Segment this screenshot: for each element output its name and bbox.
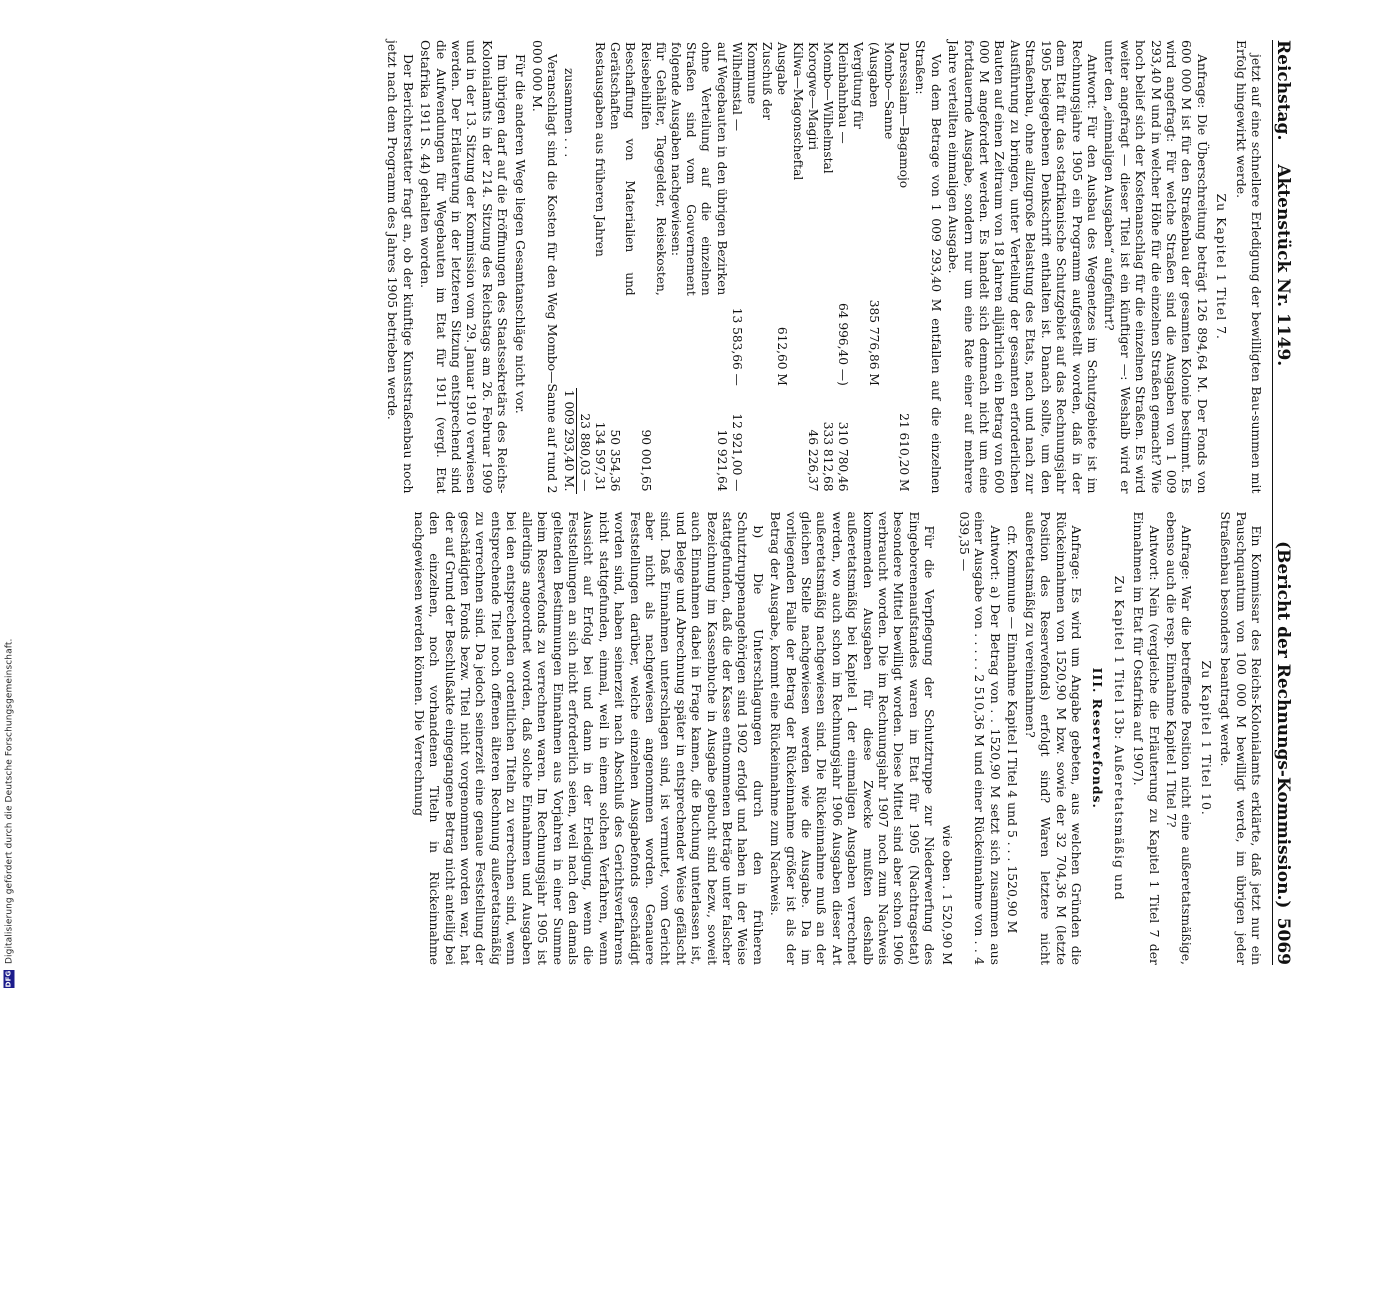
- expense-amount: [774, 388, 789, 494]
- expense-row: [896, 40, 911, 494]
- paragraph: Anfrage: Die Überschreitung beträgt 126 894,64 M. Der Fonds von 600 000 M ist für den Straßenbau der gesamten Kolonie bestimmt. Es wird angefragt: Für welche Straßen sind die Ausgaben von 1 009 293,40 M und in welcher Höhe für die einzelnen Straßen gemacht? Wie hoch belief sich der Kostenanschlag für die einzelnen Straßen. Es wird weiter angefragt — dieser Titel ist ein künftiger —: Weshalb wird er unter den „einmaligen Ausgaben“ aufgeführt?: [1102, 40, 1210, 494]
- section-heading: III. Reservefonds.: [1090, 667, 1106, 809]
- expense-amount: [668, 388, 714, 494]
- expense-label: Vergütung für: [851, 42, 866, 129]
- expense-label: (Ausgaben: [866, 42, 881, 108]
- expense-row: [805, 40, 820, 494]
- paragraph: b) Die Unterschlagungen durch den früheren Schutztruppenangehörigen sind 1902 erfolgt und haben in der Weise stattgefunden, daß die der Kasse entnommenen Beträge unter falscher Bezeichnung im Kassenbuche in Ausgabe gebucht sind bezw., soweit auch Einnahmen dabei in Frage kamen, die Buchung unterlassen ist, und Belege und Abrechnung später in entsprechender Weise gefälscht sind. Daß Einnahmen unterschlagen sind, ist vermutet, vom Gericht aber nicht als nachgewiesen angenommen worden. Genauere Feststellungen darüber, welche einzelnen Ausgabefonds geschädigt worden sind, haben seinerzeit nach Abschluß des Gerichtsverfahrens nicht stattgefunden, einmal, weil in einem solchen Verfahren, wenn Aussicht auf Erfolg bei und dann in der Erledigung, wenn die Feststellungen an sich nicht erforderlich seien, weil nach den damals geltenden Bestimmungen Einnahmen aus Vorjahren in einer Summe beim Reservefonds zu verrechnen waren. Im Rechnungsjahr 1905 ist allerdings angeordnet worden, daß solche Einnahmen und Ausgaben bei den entsprechenden ordentlichen Titeln zu verrechnen sind, wenn entsprechende Titel noch offenen älteren Rechnung außeretatsmäßig zu verrechnen sind. Da jedoch seinerzeit eine genaue Feststellung der geschädigten Fonds bezw. Titel nicht vorgenommen worden war, hat der auf Grund der Beschlußakte eingegangene Betrag nicht anteilig bei den einzelnen, noch vorhandenen Titeln in Rückeinnahme nachgewiesen werden können. Die Verrechnung: [411, 511, 766, 965]
- section-heading: Zu Kapitel 1 Titel 13b: Außeretatsmäßig und: [1111, 575, 1127, 901]
- expense-amount: 333 812,68: [821, 421, 836, 492]
- expense-subamount: [637, 298, 667, 388]
- paragraph: Im übrigen darf auf die Eröffnungen des Staatssekretärs des Reichs-Kolonialamts in der 214. Sitzung des Reichstags am 26. Februar 1909 und in der 13. Sitzung der Kommission vom 29. Januar 1910 verwiesen werden. Der Erläuterung in der letzteren Sitzung entsprechend sind die Aufwendungen für Wegebauten im Etat für 1911 (vergl. Etat Ostafrika 1911 S. 44) gehalten worden.: [418, 40, 511, 494]
- expense-amount: 10 921,64: [714, 429, 729, 492]
- expense-subamount: [576, 298, 592, 388]
- expense-subamount: [592, 298, 607, 388]
- expense-label: [576, 40, 592, 298]
- header-document-number: Aktenstück Nr. 1149.: [1273, 164, 1293, 367]
- expense-row: [744, 40, 759, 494]
- expense-label: Daressalam—Bagamojo: [897, 42, 912, 189]
- expense-subamount: [789, 298, 804, 388]
- expense-row: [637, 40, 667, 494]
- expense-amount: 21 610,20 M: [897, 413, 912, 492]
- paragraph: Ein Kommissar des Reichs-Kolonialamts erklärte, daß jetzt nur ein Pauschquantum von 100 000 M bewilligt werde, im übrigen jeder Straßenbau besonders beantragt werde.: [1218, 511, 1264, 965]
- expense-amount: [744, 388, 759, 494]
- expense-subamount: 13 583,66 —: [729, 307, 744, 386]
- expense-subamount: 64 996,40 —): [836, 303, 851, 386]
- paragraph: Veranschlagt sind die Kosten für den Weg Mombo—Sanne auf rund 2 000 000 M.: [529, 40, 561, 494]
- expense-amount: 50 354,36: [608, 429, 623, 492]
- expense-amount: 46 226,37: [805, 429, 820, 492]
- expense-row: [576, 40, 592, 494]
- expense-amount: 310 780,46: [836, 421, 851, 492]
- paragraph: Von dem Betrage von 1 009 293,40 M entfallen auf die einzelnen Straßen:: [913, 40, 944, 494]
- expense-label: Zuschuß der: [760, 42, 775, 120]
- expense-row: [835, 40, 850, 494]
- paragraph: Anfrage: War die betreffende Position nicht eine außeretatsmäßige, ebenso auch die resp. Einnahme Kapitel 1 Titel 7?: [1163, 511, 1195, 965]
- expense-subamount: [850, 298, 865, 388]
- expense-subamount: [668, 298, 714, 388]
- page-header: [1272, 40, 1315, 965]
- paragraph: Für die anderen Wege liegen Gesamtanschläge nicht vor.: [512, 54, 528, 414]
- expense-subamount: [607, 298, 637, 388]
- rotated-page-content: [60, 20, 1330, 980]
- paragraph: jetzt auf eine schnellere Erledigung der bewilligten Bau-summen mit Erfolg hingewirkt werde.: [1233, 40, 1264, 494]
- expense-amount: 12 921,00 —: [729, 413, 744, 492]
- expense-label: Kilwa—Magonscheftal: [790, 42, 805, 181]
- expense-label: Kommune: [745, 42, 760, 105]
- dfg-logo: DFG: [4, 970, 13, 987]
- paragraph: Anfrage: Es wird um Angabe gebeten, aus welchen Gründen die Rückeinnahmen von 1520,90 M bzw. sowie der 32 704,36 M (letzte Position des Reservefonds) erfolgt sind? Waren letztere nicht außeretatsmäßig zu vereinnahmen?: [1022, 511, 1084, 965]
- paragraph: Antwort: a) Der Betrag von . . 1520,90 M setzt sich zusammen aus einer Ausgabe von . . . . . 2 510,36 M und einer Rückeinnahme von . . 4 039,35 —: [957, 511, 1003, 965]
- expense-subamount: [820, 298, 835, 388]
- expense-subamount: 612,60 M: [775, 326, 790, 386]
- column-left: [94, 40, 1264, 494]
- total-label: zusammen . . .: [561, 68, 576, 158]
- expense-label: Kleinbahnbau —: [836, 42, 851, 144]
- expense-label: ohne Verteilung auf die einzelnen Straßen sind vom Gouvernement folgende Ausgaben nachgewiesen:: [669, 42, 714, 296]
- expense-amount: [789, 388, 804, 494]
- expense-label: Mombo—Sanne: [881, 42, 896, 140]
- section-heading: Zu Kapitel 1 Titel 10.: [1198, 660, 1214, 816]
- wie-oben-line: wie oben . 1 520,90 M: [939, 824, 955, 965]
- total-amount: 1 009 293,40 M.: [561, 389, 576, 492]
- expense-amount: 90 001,65: [638, 429, 653, 492]
- expense-subamount: [881, 298, 896, 388]
- expense-row: [789, 40, 804, 494]
- expense-amount: 134 597,31: [593, 421, 607, 492]
- expense-row: [592, 40, 607, 494]
- expense-row: [865, 40, 880, 494]
- expense-label: auf Wegebauten in den übrigen Bezirken: [714, 42, 729, 296]
- expense-label: für Gehälter, Tagegelder, Reisekosten, Reisebeihilfen: [638, 42, 668, 296]
- expense-label: Mombo—Wilhelmstal: [821, 42, 836, 174]
- expense-subamount: [744, 298, 759, 388]
- column-right: [94, 512, 1264, 966]
- expense-row: [850, 40, 865, 494]
- section-heading: Zu Kapitel 1 Titel 7.: [1214, 193, 1230, 340]
- expense-row: [713, 40, 728, 494]
- expense-subamount: [713, 298, 728, 388]
- expense-amount: [865, 388, 880, 494]
- header-reichstag: Reichstag.: [1273, 40, 1293, 141]
- expense-label: Ausgabe: [775, 42, 790, 95]
- caption-text: Digitalisierung gefördert durch die Deutsche Forschungsgemeinschaft.: [4, 638, 14, 964]
- expense-amount: [850, 388, 865, 494]
- expense-row: [881, 40, 896, 494]
- expense-row: [774, 40, 789, 494]
- paragraph: cfr. Kommune — Einnahme Kapitel I Titel 4 und 5 . . . 1520,90 M: [1005, 525, 1021, 934]
- expense-subamount: 385 776,86 M: [866, 299, 881, 386]
- paragraph: Antwort: Nein (vergleiche die Erläuterung zu Kapitel 1 Titel 7 der Einnahmen im Etat für Ostafrika auf 1907).: [1131, 511, 1162, 965]
- paragraph: Der Berichterstatter fragt an, ob der künftige Kunststraßenbau noch jetzt nach dem Programm des Jahres 1905 betrieben werde.: [385, 40, 416, 494]
- header-commission: (Bericht der Rechnungs-Kommission.): [1273, 541, 1293, 909]
- expense-row: [729, 40, 744, 494]
- expense-amount: [881, 388, 896, 494]
- expense-amount: [759, 388, 774, 494]
- expense-row: [668, 40, 714, 494]
- expense-label: Restausgaben aus früheren Jahren: [593, 42, 607, 257]
- expense-row: [759, 40, 774, 494]
- expense-table: [560, 40, 911, 494]
- page-number: 5069: [1273, 917, 1293, 965]
- expense-subamount: [896, 298, 911, 388]
- expense-row: [607, 40, 637, 494]
- expense-label: Wilhelmstal —: [729, 42, 744, 132]
- paragraph: Für die Verpflegung der Schutztruppe zur Niederwerfung des Eingeborenenaufstandes waren im Etat für 1905 (Nachtragsetat) besondere Mittel bewilligt worden. Diese Mittel sind aber schon 1906 verbraucht worden. Die im Rechnungsjahr 1907 noch zum Nachweis kommenden Ausgaben für diese Zwecke mußten deshalb außeretatsmäßig bei Kapitel 1 der einmaligen Ausgaben verrechnet werden, wo auch schon im Rechnungsjahr 1906 Ausgaben dieser Art außeretatsmäßig nachgewiesen sind. Die Rückeinnahme muß an der gleichen Stelle nachgewiesen werden wie die Ausgabe. Da im vorliegenden Falle der Betrag der Rückeinnahme größer ist als der Betrag der Ausgabe, kommt eine Rückeinnahme zum Nachweis.: [768, 511, 938, 965]
- expense-row: [820, 40, 835, 494]
- expense-amount: 23 880,03 —: [577, 413, 592, 492]
- expense-label: Korogwe—Magiri: [805, 42, 820, 151]
- paragraph: Antwort: Für den Ausbau des Wegenetzes im Schutzgebiete ist im Rechnungsjahre 1905 ein Programm aufgestellt worden, daß in der dem Etat für das ostafrikanische Schutzgebiet auf das Rechnungsjahr 1905 beigegebenen Denkschrift enthalten ist. Danach sollte, um den Straßenbau, ohne allzugroße Belastung des Etats, nach und nach zur Ausführung zu bringen, unter Verteilung der gesamten erforderlichen Bauten auf einen Zeitraum von 18 Jahren alljährlich ein Betrag von 600 000 M angefordert werden. Es handelt sich demnach nicht um eine fortdauernde Ausgabe, sondern nur um eine Rate einer auf mehrere Jahre verteilten einmaligen Ausgabe.: [946, 40, 1100, 494]
- expense-label: Beschaffung von Materialien und Gerätschaften: [608, 42, 638, 296]
- expense-subamount: [759, 298, 774, 388]
- expense-subamount: [805, 298, 820, 388]
